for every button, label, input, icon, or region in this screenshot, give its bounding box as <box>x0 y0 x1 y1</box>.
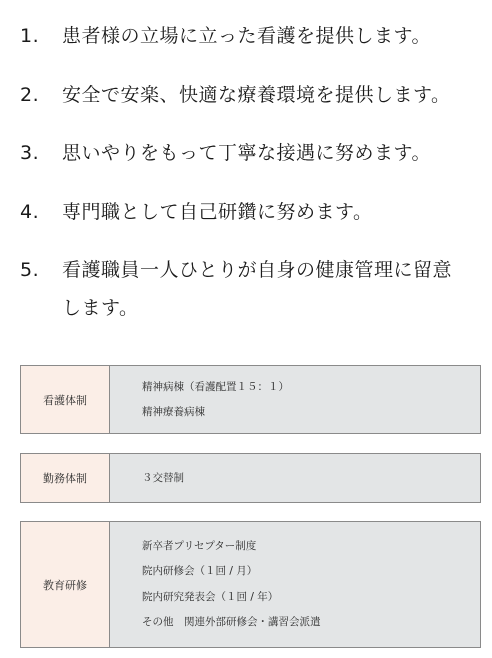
principle-number: 4. <box>20 201 40 223</box>
principle-item <box>20 193 485 231</box>
table-content <box>110 454 480 502</box>
table-line: 院内研究発表会（１回 / 年） <box>142 590 279 603</box>
nursing-system-table <box>20 365 481 434</box>
table-line: 新卒者プリセプター制度 <box>142 539 257 552</box>
table-line: 精神病棟（看護配置１５：１） <box>142 380 289 393</box>
table-line: その他 関連外部研修会・講習会派遣 <box>142 616 321 628</box>
principle-item <box>20 251 485 327</box>
table-line: 院内研修会（１回 / 月） <box>142 565 258 577</box>
principle-number: 5. <box>20 259 40 281</box>
principle-text: 看護職員一人ひとりが自身の健康管理に留意します。 <box>62 259 453 319</box>
principle-number: 2. <box>20 84 40 106</box>
table-line: 精神療養病棟 <box>142 405 205 418</box>
table-label: 勤務体制 <box>21 454 110 502</box>
principle-item <box>20 17 485 55</box>
principle-text: 安全で安楽、快適な療養環境を提供します。 <box>62 84 451 106</box>
principle-item <box>20 76 485 114</box>
table-line: ３交替制 <box>142 472 184 484</box>
table-label: 看護体制 <box>21 366 110 433</box>
work-shift-table <box>20 453 481 503</box>
education-training-table <box>20 521 481 648</box>
table-content <box>110 366 480 433</box>
table-content <box>110 522 480 647</box>
principle-number: 1. <box>20 25 40 47</box>
principle-text: 思いやりをもって丁寧な接遇に努めます。 <box>62 142 431 164</box>
principle-text: 専門職として自己研鑽に努めます。 <box>62 201 373 223</box>
principle-text: 患者様の立場に立った看護を提供します。 <box>62 25 431 47</box>
table-label: 教育研修 <box>21 522 110 647</box>
principle-item <box>20 134 485 172</box>
principle-number: 3. <box>20 142 40 164</box>
